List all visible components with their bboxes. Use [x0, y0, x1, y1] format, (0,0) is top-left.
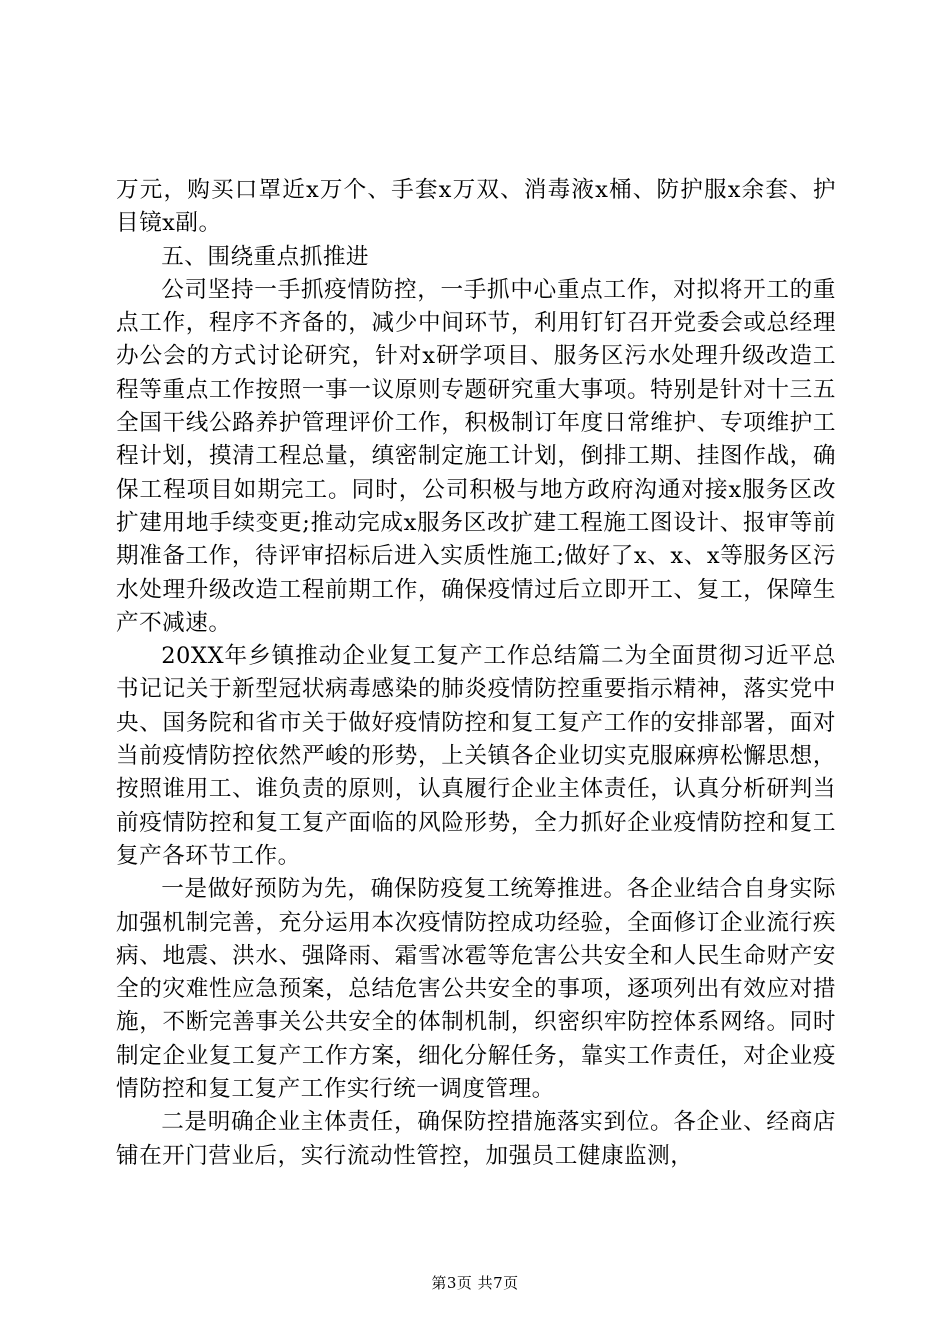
document-body [116, 174, 836, 1173]
page-number-footer: 第3页 共7页 [431, 1274, 519, 1292]
paragraph: 公司坚持一手抓疫情防控，一手抓中心重点工作，对拟将开工的重点工作，程序不齐备的，减少中间环节，利用钉钉召开党委会或总经理办公会的方式讨论研究，针对x研学项目、服务区污水处理升级改造工程等重点工作按照一事一议原则专题研究重大事项。特别是针对十三五全国干线公路养护管理评价工作，积极制订年度日常维护、专项维护工程计划，摸清工程总量，缜密制定施工计划，倒排工期、挂图作战，确保工程项目如期完工。同时，公司积极与地方政府沟通对接x服务区改扩建用地手续变更;推动完成x服务区改扩建工程施工图设计、报审等前期准备工作，待评审招标后进入实质性施工;做好了x、x、x等服务区污水处理升级改造工程前期工作，确保疫情过后立即开工、复工，保障生产不减速。 [116, 276, 836, 636]
section-heading: 五、围绕重点抓推进 [161, 243, 370, 270]
paragraph: 一是做好预防为先，确保防疫复工统筹推进。各企业结合自身实际加强机制完善，充分运用本次疫情防控成功经验，全面修订企业流行疾病、地震、洪水、强降雨、霜雪冰雹等危害公共安全和人民生命财产安全的灾难性应急预案，总结危害公共安全的事项，逐项列出有效应对措施，不断完善事关公共安全的体制机制，织密织牢防控体系网络。同时制定企业复工复产工作方案，细化分解任务，靠实工作责任，对企业疫情防控和复工复产工作实行统一调度管理。 [116, 876, 836, 1103]
paragraph: 二是明确企业主体责任，确保防控措施落实到位。各企业、经商店铺在开门营业后，实行流动性管控，加强员工健康监测， [116, 1109, 836, 1169]
paragraph: 20XX年乡镇推动企业复工复产工作总结篇二为全面贯彻习近平总书记记关于新型冠状病毒感染的肺炎疫情防控重要指示精神，落实党中央、国务院和省市关于做好疫情防控和复工复产工作的安排部署，面对当前疫情防控依然严峻的形势，上关镇各企业切实克服麻痹松懈思想，按照谁用工、谁负责的原则，认真履行企业主体责任，认真分析研判当前疫情防控和复工复产面临的风险形势，全力抓好企业疫情防控和复工复产各环节工作。 [116, 643, 836, 869]
paragraph-continuation: 万元，购买口罩近x万个、手套x万双、消毒液x桶、防护服x余套、护目镜x副。 [116, 177, 836, 237]
